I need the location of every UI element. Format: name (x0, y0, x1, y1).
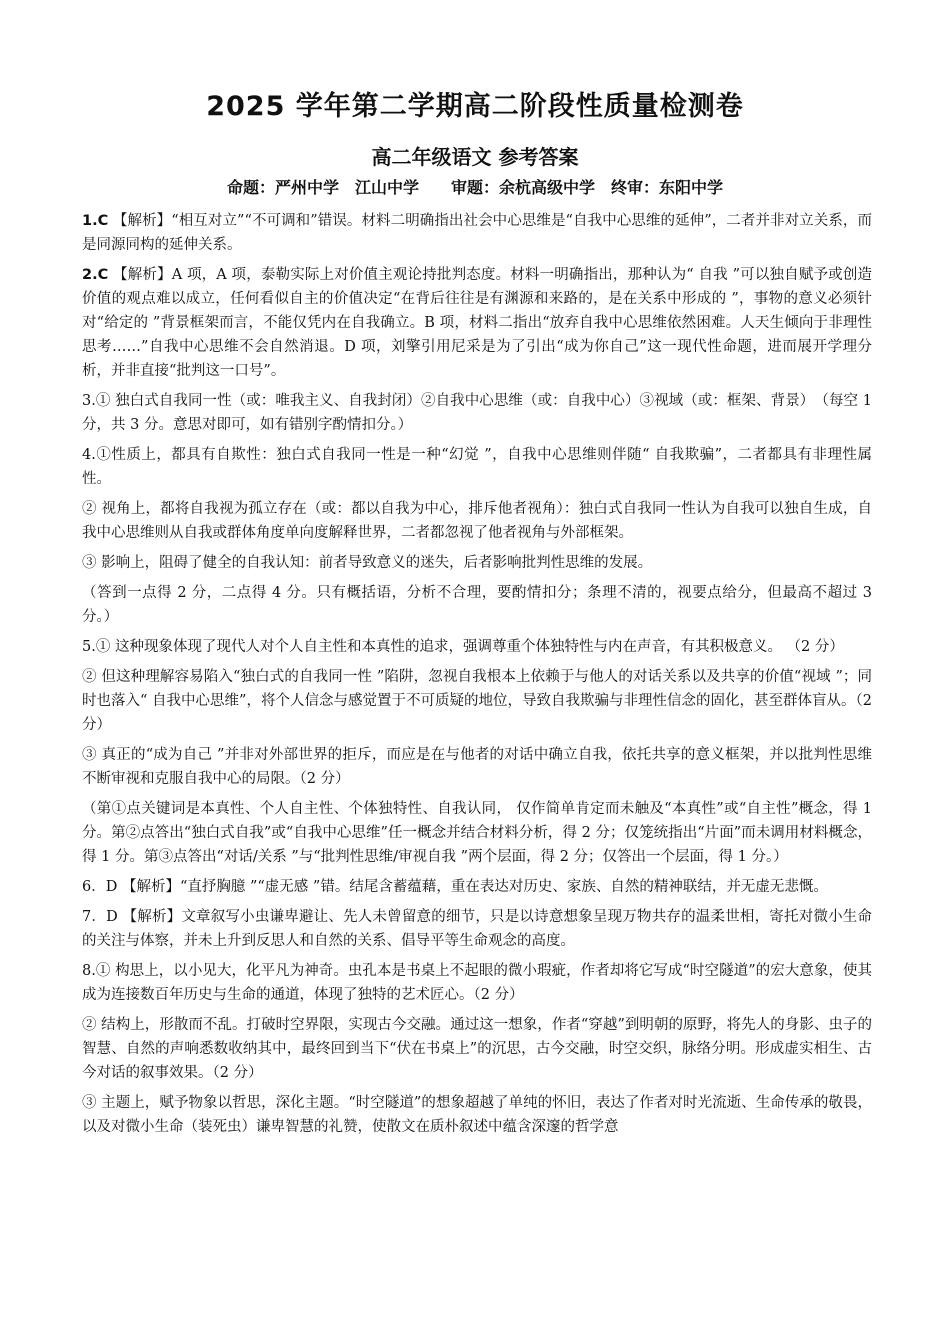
answer-text: 8.① 构思上，以小见大，化平凡为神奇。虫孔本是书桌上不起眼的微小瑕疵，作者却将它写成“时空隧道”的宏大意象，使其成为连接数百年历史与生命的通道，体现了独特的艺术匠心。（2 分） (82, 963, 872, 1003)
document-title: 2025 学年第二学期高二阶段性质量检测卷 (206, 91, 744, 122)
answer-4-scoring (82, 581, 872, 629)
answer-4-point-2 (82, 497, 872, 545)
answer-4-point-3 (82, 551, 872, 575)
answer-text: 5.① 这种现象体现了现代人对个人自主性和本真性的追求，强调尊重个体独特性与内在声音，有其积极意义。 （2 分） (82, 639, 844, 655)
answer-5-point-2 (82, 665, 872, 737)
answer-text: 4.①性质上，都具有自欺性：独白式自我同一性是一种“幻觉 ”，自我中心思维则伴随“ 自我欺骗”，二者都具有非理性属性。 (82, 447, 872, 487)
answer-number: 2.C (82, 267, 109, 283)
answer-6 (82, 875, 872, 899)
answer-5-scoring (82, 797, 872, 869)
answer-text: 【解析】A 项，A 项，泰勒实际上对价值主观论持批判态度。材料一明确指出，那种认为“ 自我 ”可以独自赋予或创造价值的观点难以成立，任何看似自主的价值决定“在背后往往是有渊源和来路的，是在关系中形成的 ”，事物的意义必须针对“给定的 ”背景框架而言，不能仅凭内在自我确立。B 项，材料二指出“放弃自我中心思维依然困难。人天生倾向于非理性思考……”自我中心思维不会自然消退。D 项，刘擎引用尼采是为了引出“成为你自己”这一现代性命题，进而展开学理分析，并非直接“批判这一口号”。 (82, 267, 872, 379)
answer-7 (82, 905, 872, 953)
answer-text: 7．D 【解析】文章叙写小虫谦卑避让、先人未曾留意的细节，只是以诗意想象呈现万物共存的温柔世相，寄托对微小生命的关注与体察，并未上升到反思人和自然的关系、倡导平等生命观念的高度。 (82, 909, 872, 949)
answer-text: （答到一点得 2 分，二点得 4 分。只有概括语，分析不合理，要酌情扣分；条理不清的，视要点给分，但最高不超过 3 分。） (82, 585, 872, 625)
answer-text: ② 但这种理解容易陷入“独白式的自我同一性 ”陷阱，忽视自我根本上依赖于与他人的对话关系以及共享的价值“视域 ”；同时也落入“ 自我中心思维”，将个人信念与感觉置于不可质疑的地位，导致自我欺骗与非理性信念的固化，甚至群体盲从。（2 分） (82, 669, 872, 733)
authors-credits: 命题：严州中学 江山中学 审题：余杭高级中学 终审：东阳中学 (226, 178, 723, 197)
answer-text: ③ 真正的“成为自己 ”并非对外部世界的拒斥，而应是在与他者的对话中确立自我，依托共享的意义框架，并以批判性思维不断审视和克服自我中心的局限。（2 分） (82, 747, 872, 787)
answer-text: ② 视角上，都将自我视为孤立存在（或：都以自我为中心，排斥他者视角）：独白式自我同一性认为自我可以独自生成，自我中心思维则从自我或群体角度单向度解释世界，二者都忽视了他者视角与外部框架。 (82, 501, 872, 541)
answer-8-point-3 (82, 1091, 872, 1139)
answer-text: 【解析】“相互对立”“不可调和”错误。材料二明确指出社会中心思维是“自我中心思维的延伸”，二者并非对立关系，而是同源同构的延伸关系。 (82, 213, 872, 253)
answer-1 (82, 209, 872, 257)
answer-2 (82, 263, 872, 383)
answer-4-point-1 (82, 443, 872, 491)
answer-5-point-3 (82, 743, 872, 791)
answer-text: ② 结构上，形散而不乱。打破时空界限，实现古今交融。通过这一想象，作者“穿越”到明朝的原野，将先人的身影、虫子的智慧、自然的声响悉数收纳其中，最终回到当下“伏在书桌上”的沉思，古今交融，时空交织，脉络分明。形成虚实相生、古今对话的叙事效果。（2 分） (82, 1017, 872, 1081)
answer-text: （第①点关键词是本真性、个人自主性、个体独特性、自我认同， 仅作简单肯定而未触及“本真性”或“自主性”概念，得 1 分。第②点答出“独白式自我”或“自我中心思维”任一概念并结合材料分析，得 2 分；仅笼统指出“片面”而未调用材料概念，得 1 分。第③点答出“对话/关系 ”与“批判性思维/审视自我 ”两个层面，得 2 分；仅答出一个层面，得 1 分。） (82, 801, 872, 865)
answer-8-point-2 (82, 1013, 872, 1085)
answer-3 (82, 389, 872, 437)
answer-text: ③ 主题上，赋予物象以哲思，深化主题。“时空隧道”的想象超越了单纯的怀旧，表达了作者对时光流逝、生命传承的敬畏，以及对微小生命（装死虫）谦卑智慧的礼赞，使散文在质朴叙述中蕴含深邃的哲学意 (82, 1095, 872, 1135)
answer-text: 3.① 独白式自我同一性（或：唯我主义、自我封闭）②自我中心思维（或：自我中心）③视域（或：框架、背景） （每空 1 分，共 3 分。意思对即可，如有错别字酌情扣分。） (82, 393, 872, 433)
answer-number: 1.C (82, 213, 109, 229)
answer-5-point-1 (82, 635, 872, 659)
document-subtitle: 高二年级语文 参考答案 (371, 145, 579, 169)
answer-8-point-1 (82, 959, 872, 1007)
answer-text: 6．D 【解析】“直抒胸臆 ”“虚无感 ”错。结尾含蓄蕴藉，重在表达对历史、家族、自然的精神联结，并无虚无悲慨。 (82, 879, 828, 895)
answer-text: ③ 影响上，阻碍了健全的自我认知：前者导致意义的迷失，后者影响批判性思维的发展。 (82, 555, 653, 571)
answers-body (82, 209, 872, 1145)
